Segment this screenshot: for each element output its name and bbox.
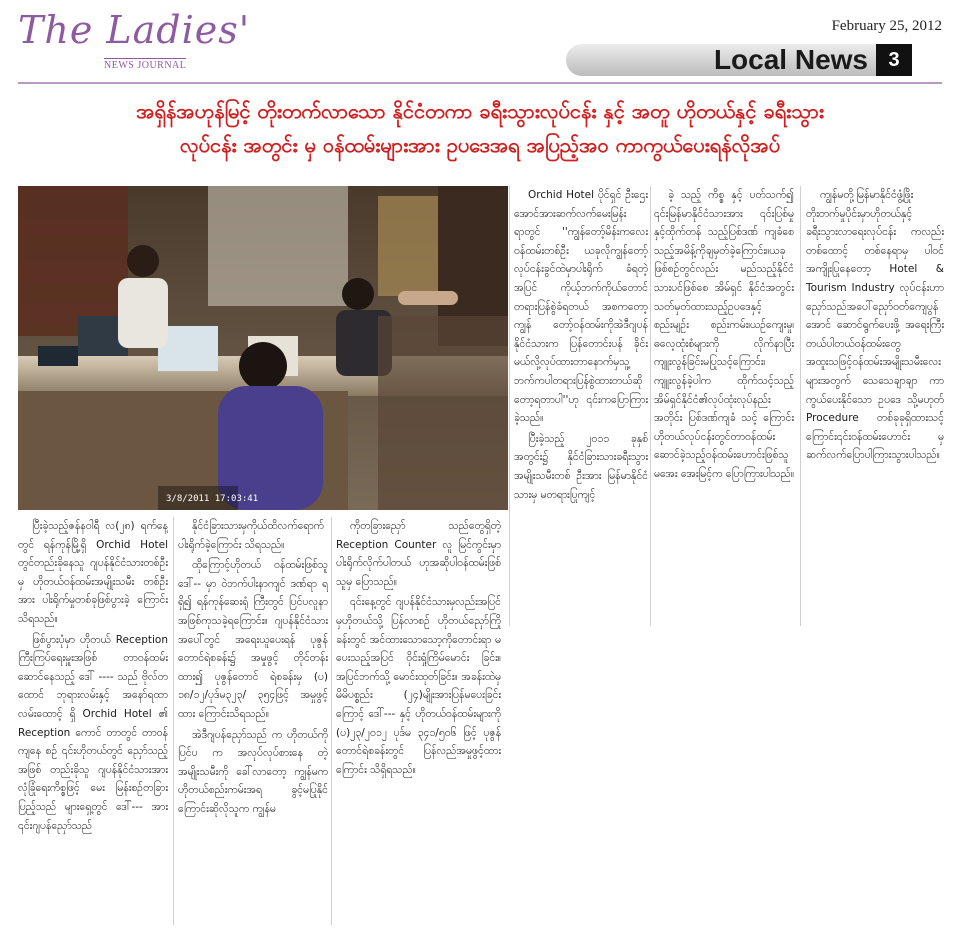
headline [40, 94, 920, 162]
column-divider [800, 186, 801, 626]
page-number: 3 [876, 44, 912, 76]
headline-line-2: လုပ်ငန်း အတွင်း မှ ဝန်ထမ်းများအား ဥပဒေအရ အပြည့်အဝ ကာကွယ်ပေးရန်လိုအပ် [179, 133, 781, 157]
paragraph: Orchid Hotel ပိုင်ရှင် ဦးဌေးအောင်အားဆက်လက်မေးမြန်းရာတွင် ''ကျွန်တော့်မိန်းကလေးဝန်ထမ်းတစ်ဦး ယခုလိုကျွန်တော့် လုပ်ငန်းခွင်ထဲမှာပါးရိုက် ခံရတဲ့အပြင် ကိုယ့်ဘက်ကိုယ်တောင်တရားပြန်စွဲခံရတယ် အစကတော့ ကျွန် တော့်ဝန်ထမ်းကိုအဲဒီဂျပန်နိုင်ငံသားက ပြန်တောင်းပန် ခိုင်းမယ်လို့လုပ်ထားတာနောက်မှသူ့ ဘက်ကပါတရားပြန်စွဲထားတယ်ဆိုတော့ရတာပါ''ဟု ၎င်းကပြောကြားခဲ့သည်။ [514, 189, 648, 425]
cctv-photo-illustration [18, 186, 508, 510]
masthead [0, 0, 960, 90]
logo-subtitle: NEWS JOURNAL [104, 60, 187, 71]
paragraph: ထိုကြောင့်ဟိုတယ် ဝန်ထမ်းဖြစ်သူ ဒေါ်-- မှာ ဝဲဘက်ပါးနာကျင် ဒဏ်ရာ ရ ရှိ၍ ရန်ကုန်ဆေးရုံ ကြီးတွင် ပြင်ပလူနာအဖြစ်ကုသခဲ့ရကြောင်း။ ဂျပန်နိုင်ငံသားအပေါ်တွင် အရေးယူပေးရန် ပုဇွန်တောင်ရဲစခန်း၌ အမှုဖွင့် တိုင်တန်းထား၍ ပုဇွန်တောင် ရဲစခန်းမှ (ပ) ၁၈/၁၂/ပုဒ်မ၃၂၃/ ၃၅၄ဖြင့် အမှုဖွင့်ထား ကြောင်းသိရသည်။ [178, 559, 328, 720]
paragraph: ပြီးခဲ့သည့် ၂၀၁၁ ခုနှစ် အတွင်း၌ နိုင်ငံခြားသားခရီးသွား အမျိုးသမီးတစ် ဦးအား မြန်မာနိုင်ငံသားမှ မတရားပြုကျင့် [514, 432, 648, 501]
logo-title: The Ladies' [18, 8, 251, 52]
article-column-1 [18, 517, 168, 925]
paragraph: ကျွန်မတို့မြန်မာနိုင်ငံဖွံ့ဖြိုး တိုးတက်မှုပိုင်းမှာဟိုတယ်နှင့် ခရီးသွားလာရေးလုပ်ငန်း ကလည်း တစ်ထောင့် တစ်နေရာမှ ပါဝင်အကျိုးပြုနေတော့ Hotel & Tourism Industry လုပ်ငန်းဟာ ညှော်သည်အပေါ်ညှော်ဝတ်ကျေပွန်အောင် ဆောင်ရွက်ပေးဖို့ အရေးကြီးတယ်ပါတယ်ဝန်ထမ်းတွေ အထူးသဖြင့်ဝန်ထမ်းအမျိုးသမီးလေးများအတွက် သေသေချာချာ ကာကွယ်ပေးနိုင်သော ဥပဒေ သို့မဟုတ် Procedure တစ်ခုခုရှိထားသင့်ကြောင်း၎င်းဝန်ထမ်းဟောင်း မှဆက်လက်ပြောပါကြားသွားပါသည်။ [806, 189, 944, 462]
cctv-photo [18, 186, 508, 510]
masthead-rule [18, 82, 942, 84]
column-divider [173, 517, 174, 925]
article-column-5 [654, 186, 794, 626]
cctv-timestamp: 3/8/2011 17:03:41 [166, 494, 259, 504]
paragraph: ဖြစ်ပွားပုံမှာ ဟိုတယ် Reception ကြီးကြပ်ရေးမှူးအဖြစ် တာဝန်ထမ်းဆောင်နေသည့် ဒေါ် ---- သည် ဗိုလ်တထောင် ဘုရားလမ်းနှင့် အနော်ရထာလမ်းထောင့် ရှိ Orchid Hotel ၏ Reception ကောင် တာတွင် တာဝန်ကျနေ စဉ် ၎င်းဟိုတယ်တွင် ညှော်သည့်အဖြစ် တည်းခိုသူ ဂျပန်နိုင်ငံသားအား လုံခြုံရေးကိစ္စဖြင့် မေး မြန်းစဉ်တခြားပြည့်သည် များရှေ့တွင် ဒေါ်--- အား ၎င်းဂျပန်ညှော်သည် [18, 633, 168, 832]
headline-line-1: အရှိန်အဟုန်မြင့် တိုးတက်လာသော နိုင်ငံတကာ ခရီးသွားလုပ်ငန်း နှင့် အတူ ဟိုတယ်နှင့် ခရီးသွား [136, 99, 824, 123]
paragraph: အဲဒီဂျပန်ညှော်သည် က ဟိုတယ်ကိုပြင်ပ က အလုပ်လုပ်စားနေ တဲ့ အမျိုးသမီးကို ခေါ်လာတော့ ကျွန်မက ဟိုတယ်စည်းကမ်းအရ ခွင့်မပြုနိုင်ကြောင်းဆိုလိုသူက ကျွန်မ [178, 728, 328, 815]
article-column-2 [178, 517, 328, 925]
paragraph: ခဲ့ သည့် ကိစ္စ နှင့် ပတ်သက်၍ ၎င်းမြန်မာနိုင်ငံသားအား ၎င်းပြစ်မှု နှင့်ထိုက်တန် သည့်ပြစ်ဒဏ် ကျခံစေသည့်အမိန့်ကိုချမှတ်ခဲ့ကြောင်း။ယခုဖြစ်စဉ်တွင်လည်း မည်သည့်နိုင်ငံ သားပင်ဖြစ်စေ အိမ်ရှင် နိုင်ငံအတွင်း သတ်မှတ်ထားသည့်ဥပဒေနှင့်စည်းမျဉ်း စည်းကမ်း၊ယဉ်ကျေးမှု၊ဓလေ့ထုံးစံများကို လိုက်နာပြီးကျူးလွန်ခြင်းမပြုသင့်ကြောင်း၊ ကျူးလွန်ခဲ့ပါက ထိုက်သင့်သည့်အိမ်ရှင်နိုင်ငံ၏လုပ်ထုံးလုပ်နည်း အတိုင်း ပြစ်ဒဏ်ကျခံ သင့် ကြောင်း ဟိုတယ်လုပ်ငန်းတွင်တာဝန်ထမ်းဆောင်ခဲ့သည့်ဝန်ထမ်းဟောင်းဖြစ်သူ မအေး အေးမြင့်က ပြောကြားပါသည်။ [654, 189, 794, 480]
article-column-4 [514, 186, 648, 626]
paragraph: နိုင်ငံခြားသားမှကိုယ်ထိလက်ရောက်ပါးရိုက်ခဲ့ကြောင်း သိရသည်။ [178, 520, 324, 551]
column-divider [650, 186, 651, 626]
article-column-6 [806, 186, 944, 626]
column-divider [509, 186, 510, 626]
section-name: Local News [713, 44, 868, 75]
issue-date: February 25, 2012 [831, 18, 942, 34]
paragraph: ၎င်းနေ့တွင် ဂျပန်နိုင်ငံသားမှလည်းအပြင်မှဟိုတယ်သို့ ပြန်လာစဉ် ဟိုတယ်ညှော်ကြို ခန်းတွင် အင်ထားသောသော့ကိုတောင်းရာ မပေးသည့်အပြင် ဝိုင်းရှုံကြိမ်မောင်း ခြင်း။ အပြင်ဘက်သို့ မောင်းထုတ်ခြင်း။ အခန်းထဲမှ မိမိပစ္စည်း (၂၄)မျိုးအားပြန်မပေးခြင်းကြောင့် ဒေါ်--- နှင့် ဟိုတယ်ဝန်ထမ်းများကို (ပ)၂၃/၂၀၁၂ ပုဒ်မ ၃၄၁/၅၀၆ ဖြင့် ပုဇွန်တောင်ရဲစခန်းတွင် ပြန်လည်အမှုဖွင့်ထား ကြောင်း သိရှိရသည်။ [336, 596, 501, 776]
paragraph: ကိုတခြားညှော် သည်တွေရှိတဲ့ Reception Counter လူ မြင်ကွင်းမှာ ပါးရိုက်လိုက်ပါတယ် ဟုအဆိုပါဝန်ထမ်းဖြစ်သူမှ ပြောသည်။ [336, 520, 501, 588]
paragraph: ပြီးခဲ့သည့်ဇန်နဝါရီ လ(၂၈) ရက်နေ့တွင် ရန်ကုန်မြို့ရှိ Orchid Hotel တွင်တည်းခိုနေသူ ဂျပန်နိုင်ငံသားတစ်ဦးမှ ဟိုတယ်ဝန်ထမ်းအမျိုးသမီး တစ်ဦးအား ပါးရိုက်မှုတစ်ခုဖြစ်ပွားခဲ့ ကြောင်း သိရသည်။ [18, 520, 168, 625]
article-column-3 [336, 517, 501, 925]
column-divider [331, 517, 332, 925]
